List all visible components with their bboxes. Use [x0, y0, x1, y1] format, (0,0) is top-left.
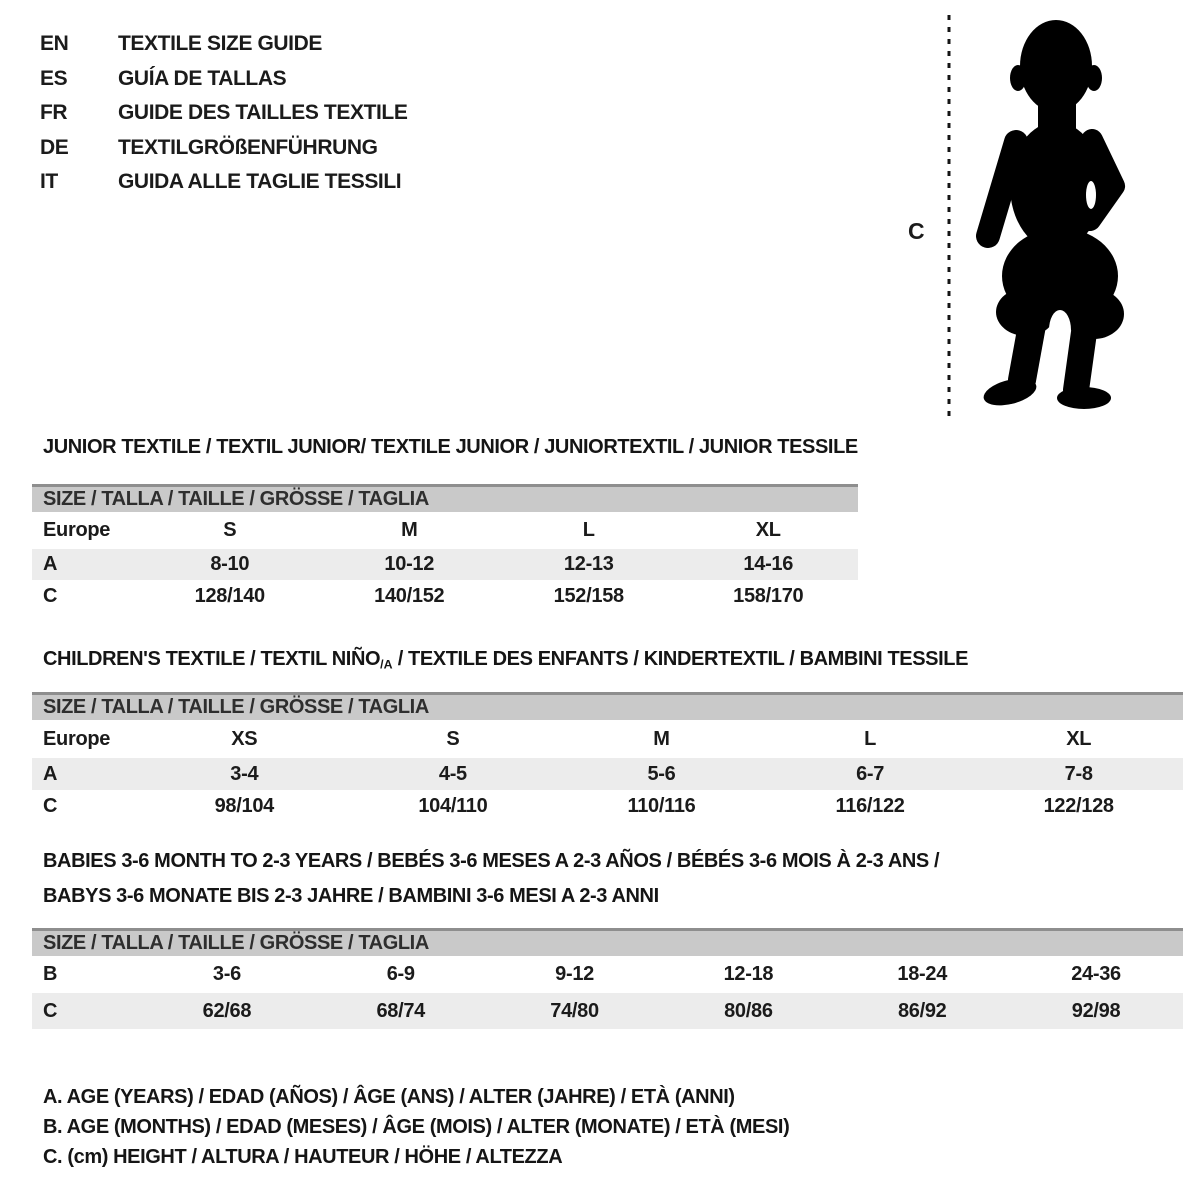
height-cell: 140/152 [374, 585, 445, 607]
age-cell: 4-5 [438, 762, 467, 785]
age-cell: 10-12 [384, 553, 435, 575]
age-cell: 6-7 [856, 762, 885, 785]
age-cell: 12-13 [563, 553, 614, 575]
children-title-subscript: /A [380, 657, 393, 672]
row-label: A [43, 762, 58, 785]
language-code: DE [40, 135, 69, 159]
height-cell: 110/116 [627, 795, 696, 817]
language-code: IT [40, 170, 58, 194]
children-title-prefix: CHILDREN'S TEXTILE / TEXTIL NIÑO [43, 648, 381, 670]
height-marker-label: C [908, 218, 925, 244]
height-cell: 74/80 [550, 999, 599, 1022]
height-cell: 92/98 [1071, 999, 1121, 1022]
size-cell: XL [1066, 727, 1092, 750]
size-cell: M [401, 519, 418, 541]
size-cell: XS [231, 727, 258, 750]
junior-section-title: JUNIOR TEXTILE / TEXTIL JUNIOR/ TEXTILE JUNIOR / JUNIORTEXTIL / JUNIOR TESSILE [43, 436, 858, 458]
height-cell: 62/68 [202, 999, 252, 1022]
size-cell: L [582, 519, 595, 541]
language-code: FR [40, 101, 68, 125]
age-cell: 3-4 [230, 762, 259, 785]
height-dashed-line [946, 15, 952, 419]
language-row [40, 27, 407, 62]
table-row [32, 956, 1183, 993]
row-label: C [43, 585, 58, 607]
size-header-label: SIZE / TALLA / TAILLE / GRÖSSE / TAGLIA [43, 488, 429, 510]
height-cell: 116/122 [835, 795, 905, 817]
table-row [32, 993, 1183, 1029]
guide-title: GUIDA ALLE TAGLIE TESSILI [118, 170, 402, 194]
size-cell: S [446, 727, 460, 750]
babies-section-title-line2: BABYS 3-6 MONATE BIS 2-3 JAHRE / BAMBINI 3-6 MESI A 2-3 ANNI [43, 885, 659, 907]
age-cell: 14-16 [743, 553, 794, 575]
height-cell: 158/170 [733, 585, 804, 607]
legend-line-c: C. (cm) HEIGHT / ALTURA / HAUTEUR / HÖHE / ALTEZZA [43, 1146, 563, 1168]
size-cell: L [864, 727, 877, 750]
age-cell: 5-6 [647, 762, 676, 785]
table-row [32, 720, 1183, 758]
height-cell: 152/158 [553, 585, 624, 607]
babies-size-table [32, 928, 1183, 1029]
junior-size-table [32, 484, 858, 613]
age-cell: 12-18 [723, 963, 774, 985]
size-cell: XL [755, 519, 781, 541]
children-size-table [32, 692, 1183, 823]
toddler-silhouette-icon [964, 14, 1140, 418]
size-header-label: SIZE / TALLA / TAILLE / GRÖSSE / TAGLIA [43, 932, 429, 954]
legend-line-b: B. AGE (MONTHS) / EDAD (MESES) / ÂGE (MOIS) / ALTER (MONATE) / ETÀ (MESI) [43, 1116, 790, 1138]
height-cell: 86/92 [897, 999, 947, 1022]
age-cell: 18-24 [897, 963, 948, 985]
height-cell: 122/128 [1043, 795, 1114, 817]
table-row [32, 549, 858, 580]
height-cell: 104/110 [418, 795, 488, 817]
language-row [40, 62, 407, 97]
measurement-legend [43, 1082, 789, 1172]
language-title-list [40, 27, 407, 200]
table-row [32, 512, 858, 549]
row-label: A [43, 553, 58, 575]
legend-line-a: A. AGE (YEARS) / EDAD (AÑOS) / ÂGE (ANS) / ALTER (JAHRE) / ETÀ (ANNI) [43, 1086, 735, 1108]
age-cell: 6-9 [386, 963, 415, 985]
age-cell: 24-36 [1071, 963, 1121, 985]
height-cell: 68/74 [376, 999, 426, 1022]
guide-title: GUIDE DES TAILLES TEXTILE [118, 101, 408, 125]
table-row [32, 758, 1183, 790]
age-cell: 9-12 [555, 963, 594, 985]
row-label: C [43, 999, 58, 1022]
row-label: C [43, 795, 58, 817]
language-row [40, 96, 407, 131]
age-cell: 8-10 [210, 553, 250, 575]
table-row [32, 790, 1183, 823]
language-code: EN [40, 32, 69, 56]
language-code: ES [40, 66, 68, 90]
guide-title: GUÍA DE TALLAS [118, 66, 287, 90]
age-cell: 7-8 [1064, 762, 1093, 785]
age-cell: 3-6 [212, 963, 241, 985]
size-header-label: SIZE / TALLA / TAILLE / GRÖSSE / TAGLIA [43, 696, 429, 718]
language-row [40, 165, 407, 200]
size-header-band [32, 928, 1183, 956]
height-cell: 128/140 [194, 585, 265, 607]
children-section-title [43, 648, 968, 676]
row-label: B [43, 963, 58, 985]
row-label: Europe [43, 727, 111, 750]
guide-title: TEXTILGRÖßENFÜHRUNG [118, 135, 378, 159]
children-title-suffix: / TEXTILE DES ENFANTS / KINDERTEXTIL / BAMBINI TESSILE [392, 648, 969, 670]
babies-section-title-line1: BABIES 3-6 MONTH TO 2-3 YEARS / BEBÉS 3-6 MESES A 2-3 AÑOS / BÉBÉS 3-6 MOIS À 2-3 ANS / [43, 850, 940, 872]
language-row [40, 131, 407, 166]
row-label: Europe [43, 519, 111, 541]
guide-title: TEXTILE SIZE GUIDE [118, 32, 322, 56]
size-header-band [32, 692, 1183, 720]
size-header-band [32, 484, 858, 512]
height-cell: 80/86 [724, 999, 773, 1022]
height-cell: 98/104 [214, 795, 274, 817]
table-row [32, 580, 858, 613]
size-cell: M [653, 727, 670, 750]
size-cell: S [223, 519, 237, 541]
